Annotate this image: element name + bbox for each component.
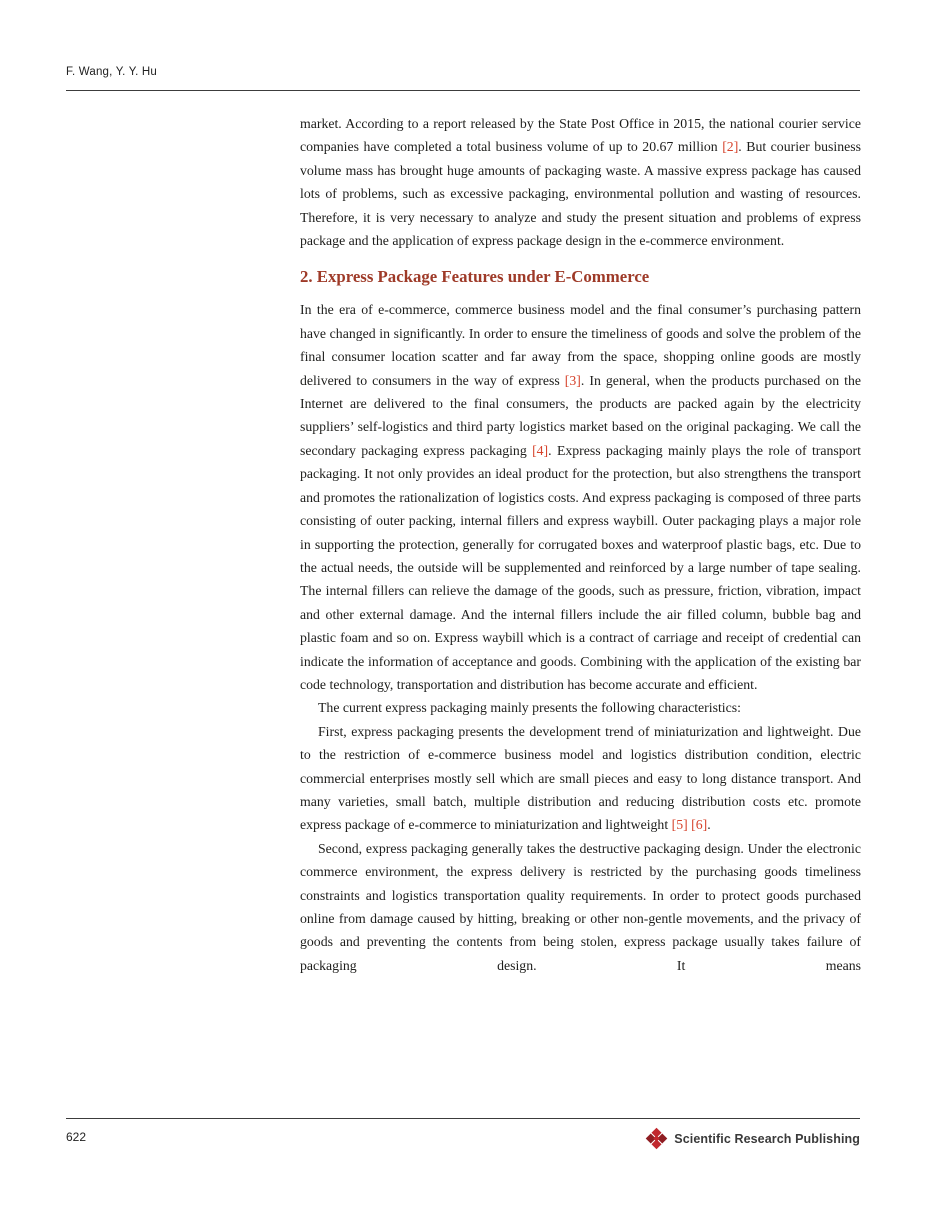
citation-link-3[interactable]: [3]	[564, 372, 581, 388]
publisher-flower-icon	[645, 1127, 668, 1150]
paragraph-text: market. According to a report released by the State Post Office in 2015, the national courier service companies have completed a total business volume of up to 20.67 million	[300, 116, 861, 155]
paragraph-text: . Express packaging mainly plays the role of transport packaging. It not only provides an ideal product for the protection, but also strengthens the transport and promotes the rationalization of logistics costs. And express packaging is composed of three parts consisting of outer packing, internal fillers and express waybill. Outer packaging plays a major role in supporting the protection, generally for corrugated boxes and waterproof plastic bags, etc. Due to the actual needs, the outside will be supplemented and reinforced by a large number of tape sealing. The internal fillers can relieve the damage of the goods, such as pressure, friction, vibration, impact and other external damage. And the internal fillers include the air filled column, bubble bag and plastic foam and so on. Express waybill which is a contract of carriage and receipt of credential can indicate the information of acceptance and goods. Combining with the application of the existing bar code technology, transportation and distribution has become accurate and efficient.	[300, 442, 861, 692]
footer-rule	[66, 1118, 860, 1119]
publisher-logo	[645, 1127, 860, 1150]
paragraph-text: .	[707, 817, 711, 833]
article-content	[300, 112, 861, 977]
page-number: 622	[66, 1130, 87, 1144]
section-heading: 2. Express Package Features under E-Commerce	[300, 267, 650, 287]
header-rule	[66, 90, 860, 91]
publisher-name: Scientific Research Publishing	[674, 1131, 860, 1146]
paragraph-text: . In general, when the products purchased on the Internet are delivered to the final consumers, the products are packed again by the electricity suppliers’ self-logistics and third party logistics market based on the original packaging. We call the secondary packaging express packaging	[300, 372, 861, 458]
citation-link-2[interactable]: [2]	[722, 139, 739, 155]
paragraph-text: First, express packaging presents the development trend of miniaturization and lightweight. Due to the restriction of e-commerce business model and logistics distribution condition, electric commercial enterprises mostly sell which are small pieces and easy to long distance transport. And many varieties, small batch, multiple distribution and reducing distribution costs etc. promote express package of e-commerce to miniaturization and lightweight	[300, 723, 861, 833]
paragraph-intro	[300, 112, 861, 252]
citation-link-5-6[interactable]: [5] [6]	[671, 817, 708, 833]
running-head: F. Wang, Y. Y. Hu	[66, 66, 157, 78]
paragraph-section-1	[300, 298, 861, 696]
paragraph-first-characteristic	[300, 720, 861, 837]
paragraph-second-characteristic: Second, express packaging generally takes the destructive packaging design. Under the electronic commerce environment, the express delivery is restricted by the purchasing goods timeliness constraints and logistics transportation quality requirements. In order to protect goods purchased online from damage caused by hitting, breaking or other non-gentle movements, and the privacy of goods and preventing the contents from being stolen, express package usually takes failure of packaging design. It means	[300, 840, 861, 973]
paragraph-text: . But courier business volume mass has brought huge amounts of packaging waste. A massive express package has caused lots of problems, such as excessive packaging, environmental pollution and wasting of resources. Therefore, it is very necessary to analyze and study the present situation and problems of express package and the application of express package design in the e-commerce environment.	[300, 139, 861, 249]
paragraph-characteristics-lead: The current express packaging mainly presents the following characteristics:	[318, 700, 741, 716]
paragraph-text: In the era of e-commerce, commerce business model and the final consumer’s purchasing pattern have changed in significantly. In order to ensure the timeliness of goods and solve the problem of the final consumer location scatter and far away from the space, shopping online goods are mostly delivered to consumers in the way of express	[300, 302, 861, 388]
citation-link-4[interactable]: [4]	[532, 442, 549, 458]
